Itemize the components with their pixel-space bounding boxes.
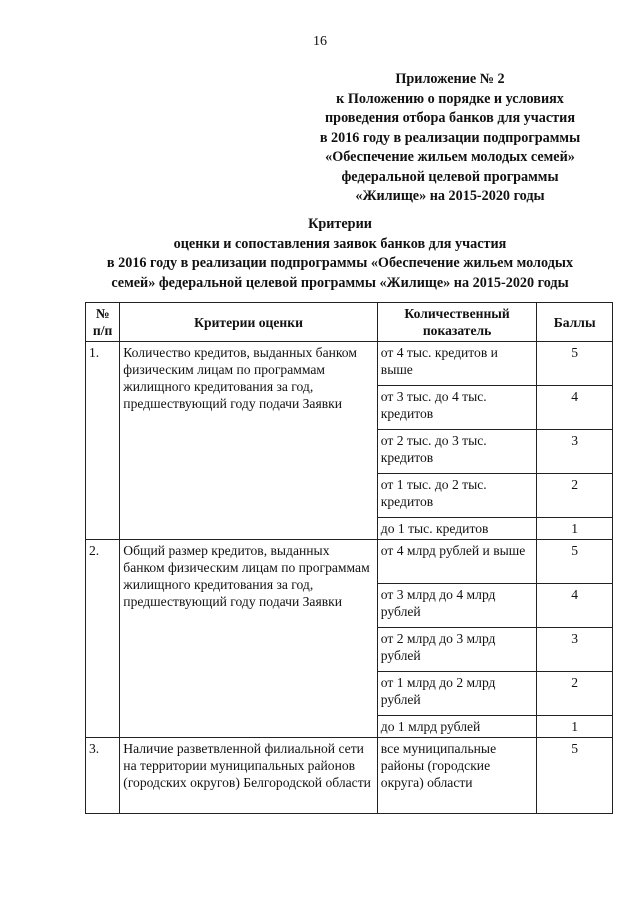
title-line: Критерии [308,216,372,232]
criterion-text: Наличие разветвленной филиальной сети на территории муниципальных районов (городских округов) Белгородской области [120,738,377,814]
document-title [40,215,640,293]
score-cell: 1 [537,518,613,540]
header-score: Баллы [537,303,613,342]
indicator-cell: от 4 тыс. кредитов и выше [377,342,537,386]
title-line: семей» федеральной целевой программы «Жилище» на 2015-2020 годы [111,274,569,291]
criterion-text: Общий размер кредитов, выданных банком физическим лицам по программам жилищного кредитования за год, предшествующий году подачи Заявки [120,540,377,738]
indicator-cell: от 2 тыс. до 3 тыс. кредитов [377,430,537,474]
score-cell: 3 [537,430,613,474]
row-number: 3. [86,738,120,814]
score-cell: 5 [537,540,613,584]
score-cell: 1 [537,716,613,738]
row-number: 2. [86,540,120,738]
appendix-line: проведения отбора банков для участия [325,110,575,126]
score-cell: 5 [537,738,613,814]
title-line: в 2016 году в реализации подпрограммы «Обеспечение жильем молодых [106,255,574,271]
appendix-header [290,70,610,207]
row-number: 1. [86,342,120,540]
appendix-line: «Обеспечение жильем молодых семей» [325,149,575,165]
table-header-row [86,303,613,342]
indicator-cell: от 2 млрд до 3 млрд рублей [377,628,537,672]
indicator-cell: от 3 млрд до 4 млрд рублей [377,584,537,628]
indicator-cell: от 3 тыс. до 4 тыс. кредитов [377,386,537,430]
header-criterion: Критерии оценки [120,303,377,342]
indicator-cell: до 1 тыс. кредитов [377,518,537,540]
score-cell: 4 [537,584,613,628]
criterion-text: Количество кредитов, выданных банком физическим лицам по программам жилищного кредитования за год, предшествующий году подачи Заявки [120,342,377,540]
appendix-line: к Положению о порядке и условиях [336,90,564,107]
score-cell: 5 [537,342,613,386]
header-num: № п/п [86,303,120,342]
header-indicator: Количественный показатель [377,303,537,342]
score-cell: 2 [537,474,613,518]
score-cell: 2 [537,672,613,716]
indicator-cell: от 1 тыс. до 2 тыс. кредитов [377,474,537,518]
appendix-line: федеральной целевой программы [341,168,559,185]
page-number: 16 [313,34,327,49]
table-row [86,540,613,584]
appendix-line: в 2016 году в реализации подпрограммы [319,129,581,146]
score-cell: 3 [537,628,613,672]
indicator-cell: от 1 млрд до 2 млрд рублей [377,672,537,716]
indicator-cell: все муниципальные районы (городские округа) области [377,738,537,814]
score-cell: 4 [537,386,613,430]
title-line: оценки и сопоставления заявок банков для участия [173,235,507,252]
criteria-table [85,302,613,814]
indicator-cell: от 4 млрд рублей и выше [377,540,537,584]
appendix-line: Приложение № 2 [395,71,505,87]
table-row [86,738,613,814]
appendix-line: «Жилище» на 2015-2020 годы [355,188,545,204]
indicator-cell: до 1 млрд рублей [377,716,537,738]
table-row [86,342,613,386]
